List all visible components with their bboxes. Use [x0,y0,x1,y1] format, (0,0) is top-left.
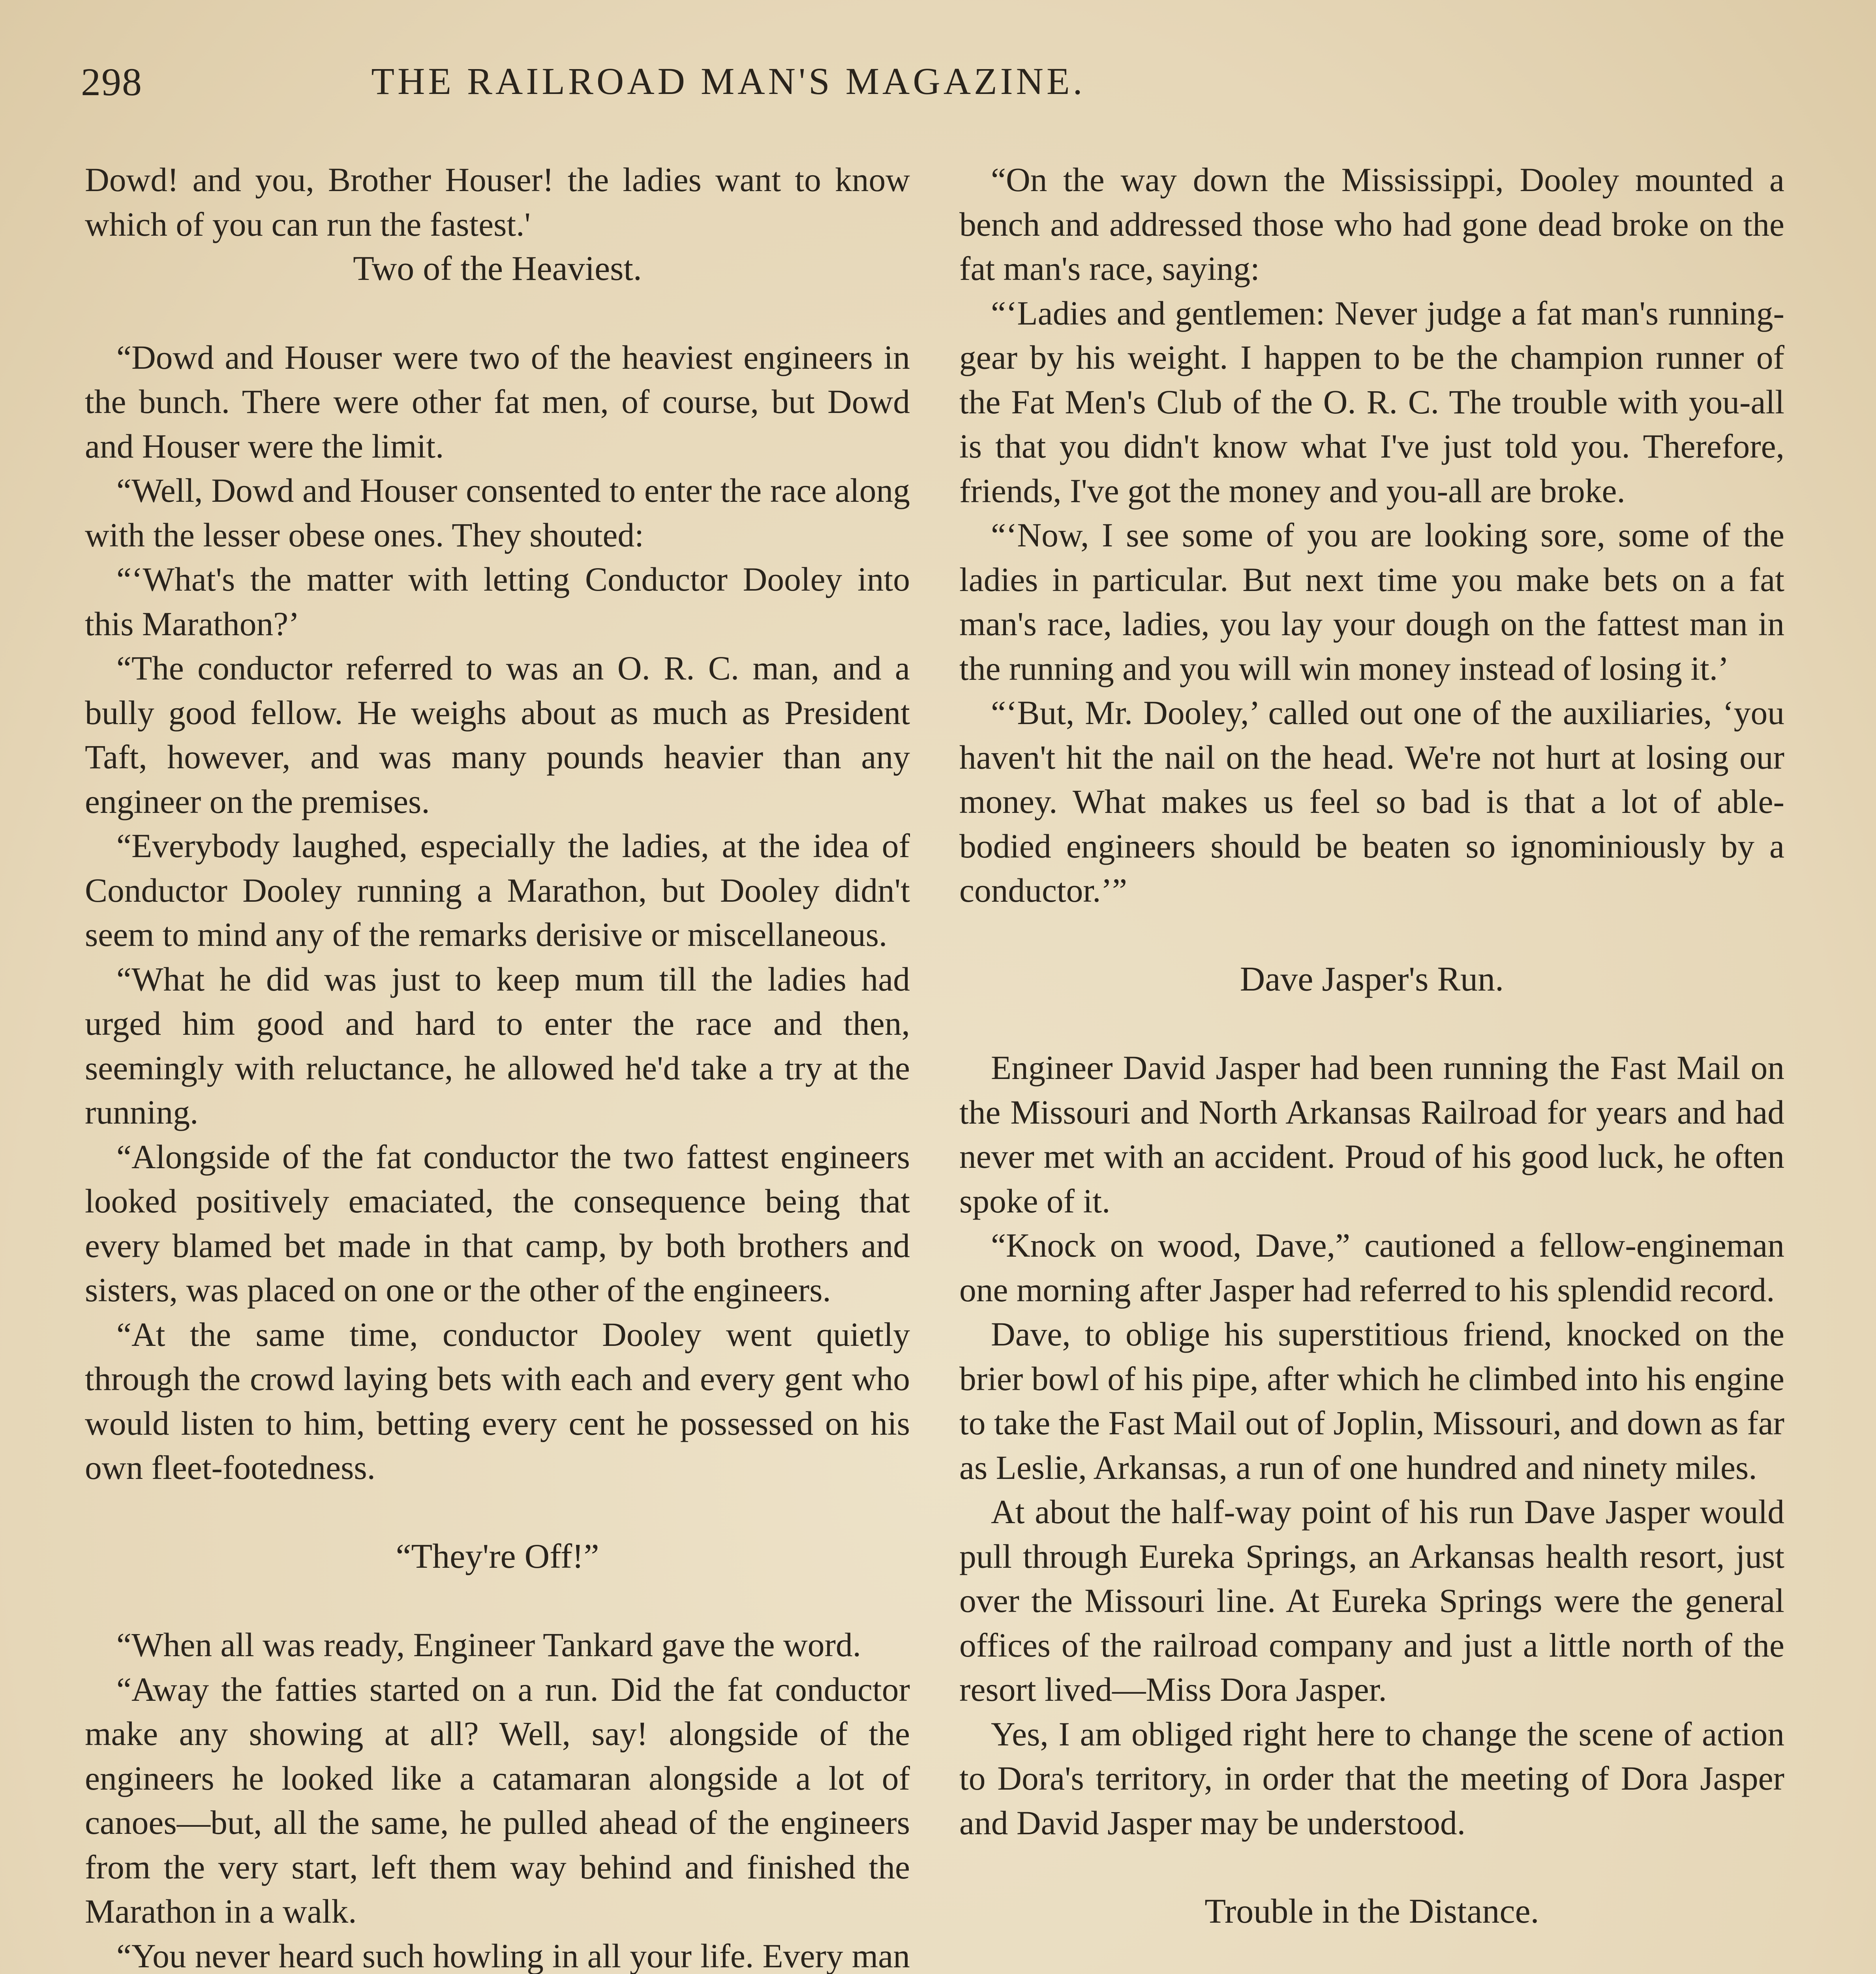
paragraph: “What he did was just to keep mum till the ladies had urged him good and hard to enter the race and then, seemingly with reluctance, he allowed he'd take a try at the running. [85,961,910,1131]
right-column [959,158,1784,1974]
page-number: 298 [81,60,143,104]
paragraph: “On the way down the Mississippi, Dooley mounted a bench and addressed those who had gone dead broke on the fat man's race, saying: [959,161,1784,287]
paragraph: “You never heard such howling in all your life. Every man [116,1937,910,1974]
paragraph: “‘Now, I see some of you are looking sore, some of the ladies in particular. But next time you make bets on a fat man's race, ladies, you lay your dough on the fattest man in the running and you will win money instead of losing it.’ [959,517,1784,687]
section-heading: “They're Off!” [396,1537,599,1576]
paragraph: “The conductor referred to was an O. R. C. man, and a bully good fellow. He weighs about as much as President Taft, however, and was many pounds heavier than any engineer on the premises. [85,650,910,820]
paragraph: Yes, I am obliged right here to change the scene of action to Dora's territory, in order that the meeting of Dora Jasper and David Jasper may be understood. [959,1715,1784,1842]
paragraph: Dowd! and you, Brother Houser! the ladies want to know which of you can run the fastest.' [85,161,910,243]
paragraph: “When all was ready, Engineer Tankard gave the word. [116,1627,861,1664]
page-header [81,59,1376,118]
paragraph: “Knock on wood, Dave,” cautioned a fellow-engineman one morning after Jasper had referred to his splendid record. [959,1227,1784,1309]
section-heading: Trouble in the Distance. [1204,1892,1539,1931]
paragraph: At about the half-way point of his run Dave Jasper would pull through Eureka Springs, an Arkansas health resort, just over the Missouri line. At Eureka Springs were the general offices of the railroad company and just a little north of the resort lived—Miss Dora Jasper. [959,1494,1784,1708]
running-title: THE RAILROAD MAN'S MAGAZINE. [371,60,1086,102]
section-heading: Two of the Heaviest. [353,250,642,288]
paragraph: Dave, to oblige his superstitious friend, knocked on the brier bowl of his pipe, after which he climbed into his engine to take the Fast Mail out of Joplin, Missouri, and down as far as Leslie, Arkansas, a run of one hundred and ninety miles. [959,1316,1784,1486]
paragraph: Engineer David Jasper had been running the Fast Mail on the Missouri and North Arkansas Railroad for years and had never met with an accident. Proud of his good luck, he often spoke of it. [959,1049,1784,1220]
section-heading: Dave Jasper's Run. [1240,960,1504,998]
paragraph: “‘Ladies and gentlemen: Never judge a fat man's running-gear by his weight. I happen to be the champion runner of the Fat Men's Club of the O. R. C. The trouble with you-all is that you didn't know what I've just told you. Therefore, friends, I've got the money and you-all are broke. [959,295,1784,510]
paragraph: “Well, Dowd and Houser consented to enter the race along with the lesser obese ones. They shouted: [85,472,910,554]
left-column [85,158,910,1974]
paragraph: “Dowd and Houser were two of the heaviest engineers in the bunch. There were other fat men, of course, but Dowd and Houser were the limit. [85,339,910,465]
paragraph: “Alongside of the fat conductor the two fattest engineers looked positively emaciated, the consequence being that every blamed bet made in that camp, by both brothers and sisters, was placed on one or the other of the engineers. [85,1138,910,1309]
paragraph: “Everybody laughed, especially the ladies, at the idea of Conductor Dooley running a Marathon, but Dooley didn't seem to mind any of the remarks derisive or miscellaneous. [85,828,910,953]
paragraph: “‘What's the matter with letting Conductor Dooley into this Marathon?’ [85,561,910,643]
paragraph: “‘But, Mr. Dooley,’ called out one of the auxiliaries, ‘you haven't hit the nail on the head. We're not hurt at losing our money. What makes us feel so bad is that a lot of able-bodied engineers should be beaten so ignominiously by a conductor.’” [959,694,1784,909]
paragraph: “Away the fatties started on a run. Did the fat conductor make any showing at all? Well, say! alongside of the engineers he looked like a catamaran alongside a lot of canoes—but, all the same, he pulled ahead of the engineers from the very start, left them way behind and finished the Marathon in a walk. [85,1671,910,1930]
paragraph: “At the same time, conductor Dooley went quietly through the crowd laying bets with each and every gent who would listen to him, betting every cent he possessed on his own fleet-footedness. [85,1316,910,1486]
